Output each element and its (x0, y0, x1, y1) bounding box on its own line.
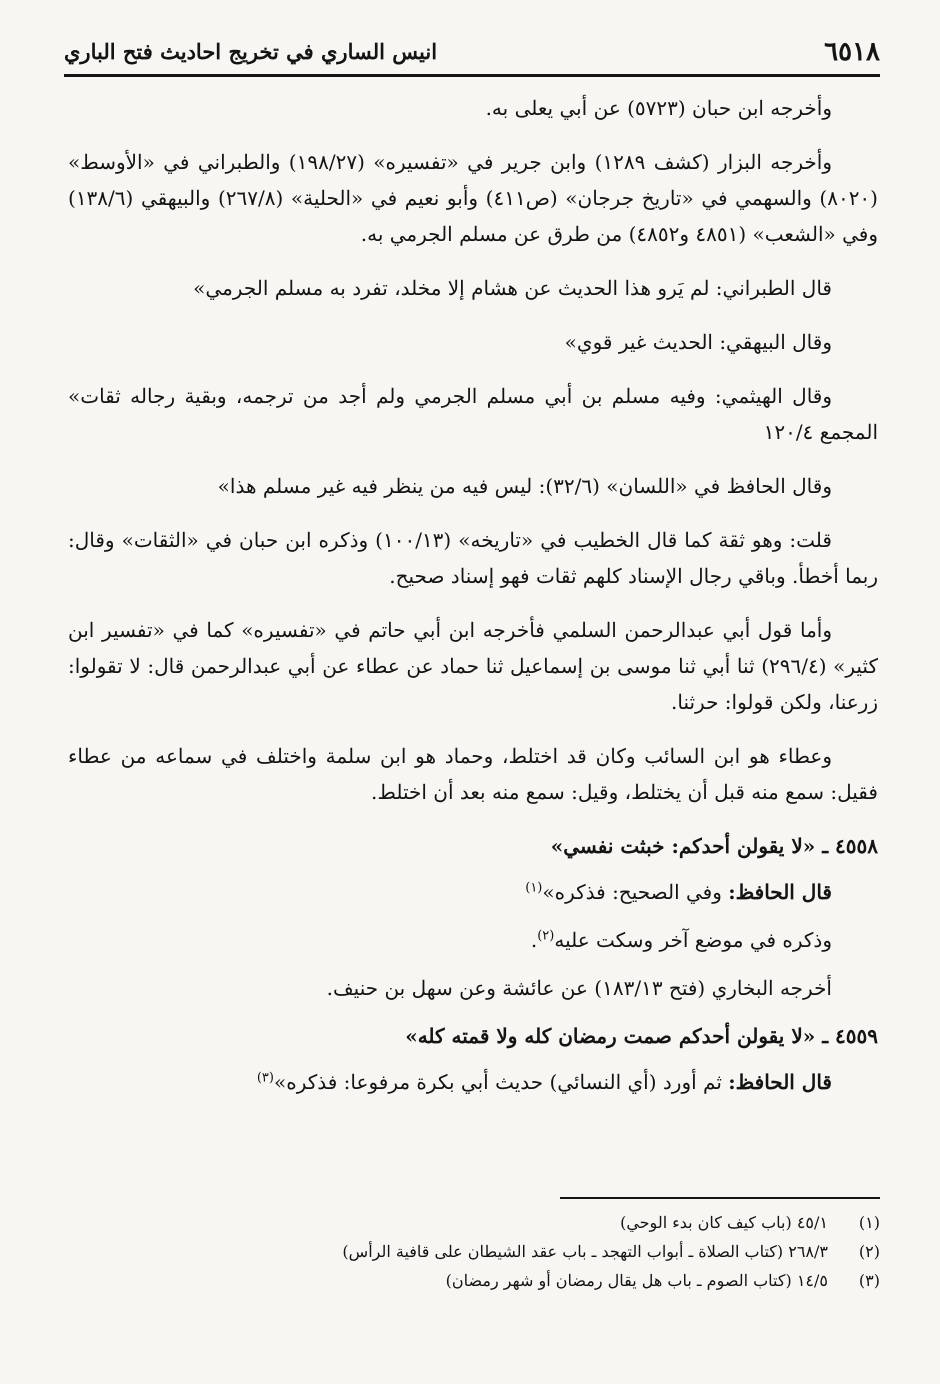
footnote-text: ٢٦٨/٣ (كتاب الصلاة ـ أبواب التهجد ـ باب عقد الشيطان على قافية الرأس) (342, 1242, 828, 1261)
footnote (200, 1266, 880, 1295)
footnote-ref[interactable]: (٣) (256, 1070, 274, 1086)
footnote-number: (٣) (858, 1271, 880, 1290)
comment-text: وذكره في موضع آخر وسكت عليه (554, 928, 832, 952)
footnote-ref[interactable]: (٢) (537, 928, 555, 944)
hafiz-comment (68, 1064, 878, 1100)
footnote-ref[interactable]: (١) (525, 880, 543, 896)
footnote-text: ١٤/٥ (كتاب الصوم ـ باب هل يقال رمضان أو شهر رمضان) (445, 1271, 828, 1290)
paragraph: وأخرجه ابن حبان (٥٧٢٣) عن أبي يعلى به. (485, 96, 832, 120)
comment-line: وذكره في موضع آخر وسكت عليه$^{(٢)}$. (530, 928, 832, 952)
paragraph: وأخرجه البزار (كشف ١٢٨٩) وابن جرير في «تفسيره» (١٩٨/٢٧) والطبراني في «الأوسط» (٨٠٢٠) والسهمي في «تاريخ جرجان» (ص٤١١) وأبو نعيم في «الحلية» (٢٦٧/٨) والبيهقي (١٣٨/٦) وفي «الشعب» (٤٨٥١ و٤٨٥٢) من طرق عن مسلم الجرمي به. (68, 150, 878, 246)
hadith-entry-4558: ٤٥٥٨ ـ «لا يقولن أحدكم: خبثت نفسي» (550, 834, 878, 858)
paragraph: وعطاء هو ابن السائب وكان قد اختلط، وحماد هو ابن سلمة واختلف في سماعه من عطاء فقيل: سمع منه قبل أن يختلط، وقيل: سمع منه بعد أن اختلط. (68, 744, 878, 804)
paragraph: وأما قول أبي عبدالرحمن السلمي فأخرجه ابن أبي حاتم في «تفسيره» كما في «تفسير ابن كثير» (٢٩٦/٤) ثنا أبي ثنا موسى بن إسماعيل ثنا حماد عن عطاء عن أبي عبدالرحمن قال: لا تقولوا: زرعنا، ولكن قولوا: حرثنا. (68, 618, 878, 714)
hadith-entry-4559: ٤٥٥٩ ـ «لا يقولن أحدكم صمت رمضان كله ولا قمته كله» (405, 1024, 878, 1048)
footnote-rule (560, 1197, 880, 1199)
footnote (200, 1237, 880, 1266)
comment-text: وفي الصحيح: فذكره» (542, 880, 729, 904)
running-title: انيس الساري في تخريج احاديث فتح الباري (64, 39, 438, 64)
hafiz-comment (68, 874, 878, 910)
paragraph: وقال الحافظ في «اللسان» (٣٢/٦): ليس فيه من ينظر فيه غير مسلم هذا» (217, 474, 832, 498)
footnotes (200, 1208, 880, 1295)
footnote-number: (١) (858, 1213, 880, 1232)
paragraph: قلت: وهو ثقة كما قال الخطيب في «تاريخه» (١٠٠/١٣) وذكره ابن حبان في «الثقات» وقال: ربما أخطأ. وباقي رجال الإسناد كلهم ثقات فهو إسناد صحيح. (68, 528, 878, 588)
comment-text: ثم أورد (أي النسائي) حديث أبي بكرة مرفوعا: فذكره» (273, 1070, 729, 1094)
page-number: ٦٥١٨ (824, 37, 880, 67)
main-text (68, 90, 878, 1112)
comment-line: أخرجه البخاري (فتح ١٨٣/١٣) عن عائشة وعن سهل بن حنيف. (326, 976, 832, 1000)
page-header (64, 28, 880, 72)
footnote (200, 1208, 880, 1237)
footnote-text: ٤٥/١ (باب كيف كان بدء الوحي) (620, 1213, 828, 1232)
paragraph: وقال البيهقي: الحديث غير قوي» (564, 330, 832, 354)
hafiz-label: قال الحافظ: (728, 1070, 832, 1094)
header-rule (64, 74, 880, 77)
paragraph: وقال الهيثمي: وفيه مسلم بن أبي مسلم الجرمي ولم أجد من ترجمه، وبقية رجاله ثقات» المجمع ١٢٠/٤ (68, 384, 878, 444)
paragraph: قال الطبراني: لم يَرو هذا الحديث عن هشام إلا مخلد، تفرد به مسلم الجرمي» (193, 276, 832, 300)
footnote-number: (٢) (858, 1242, 880, 1261)
hafiz-label: قال الحافظ: (728, 880, 832, 904)
